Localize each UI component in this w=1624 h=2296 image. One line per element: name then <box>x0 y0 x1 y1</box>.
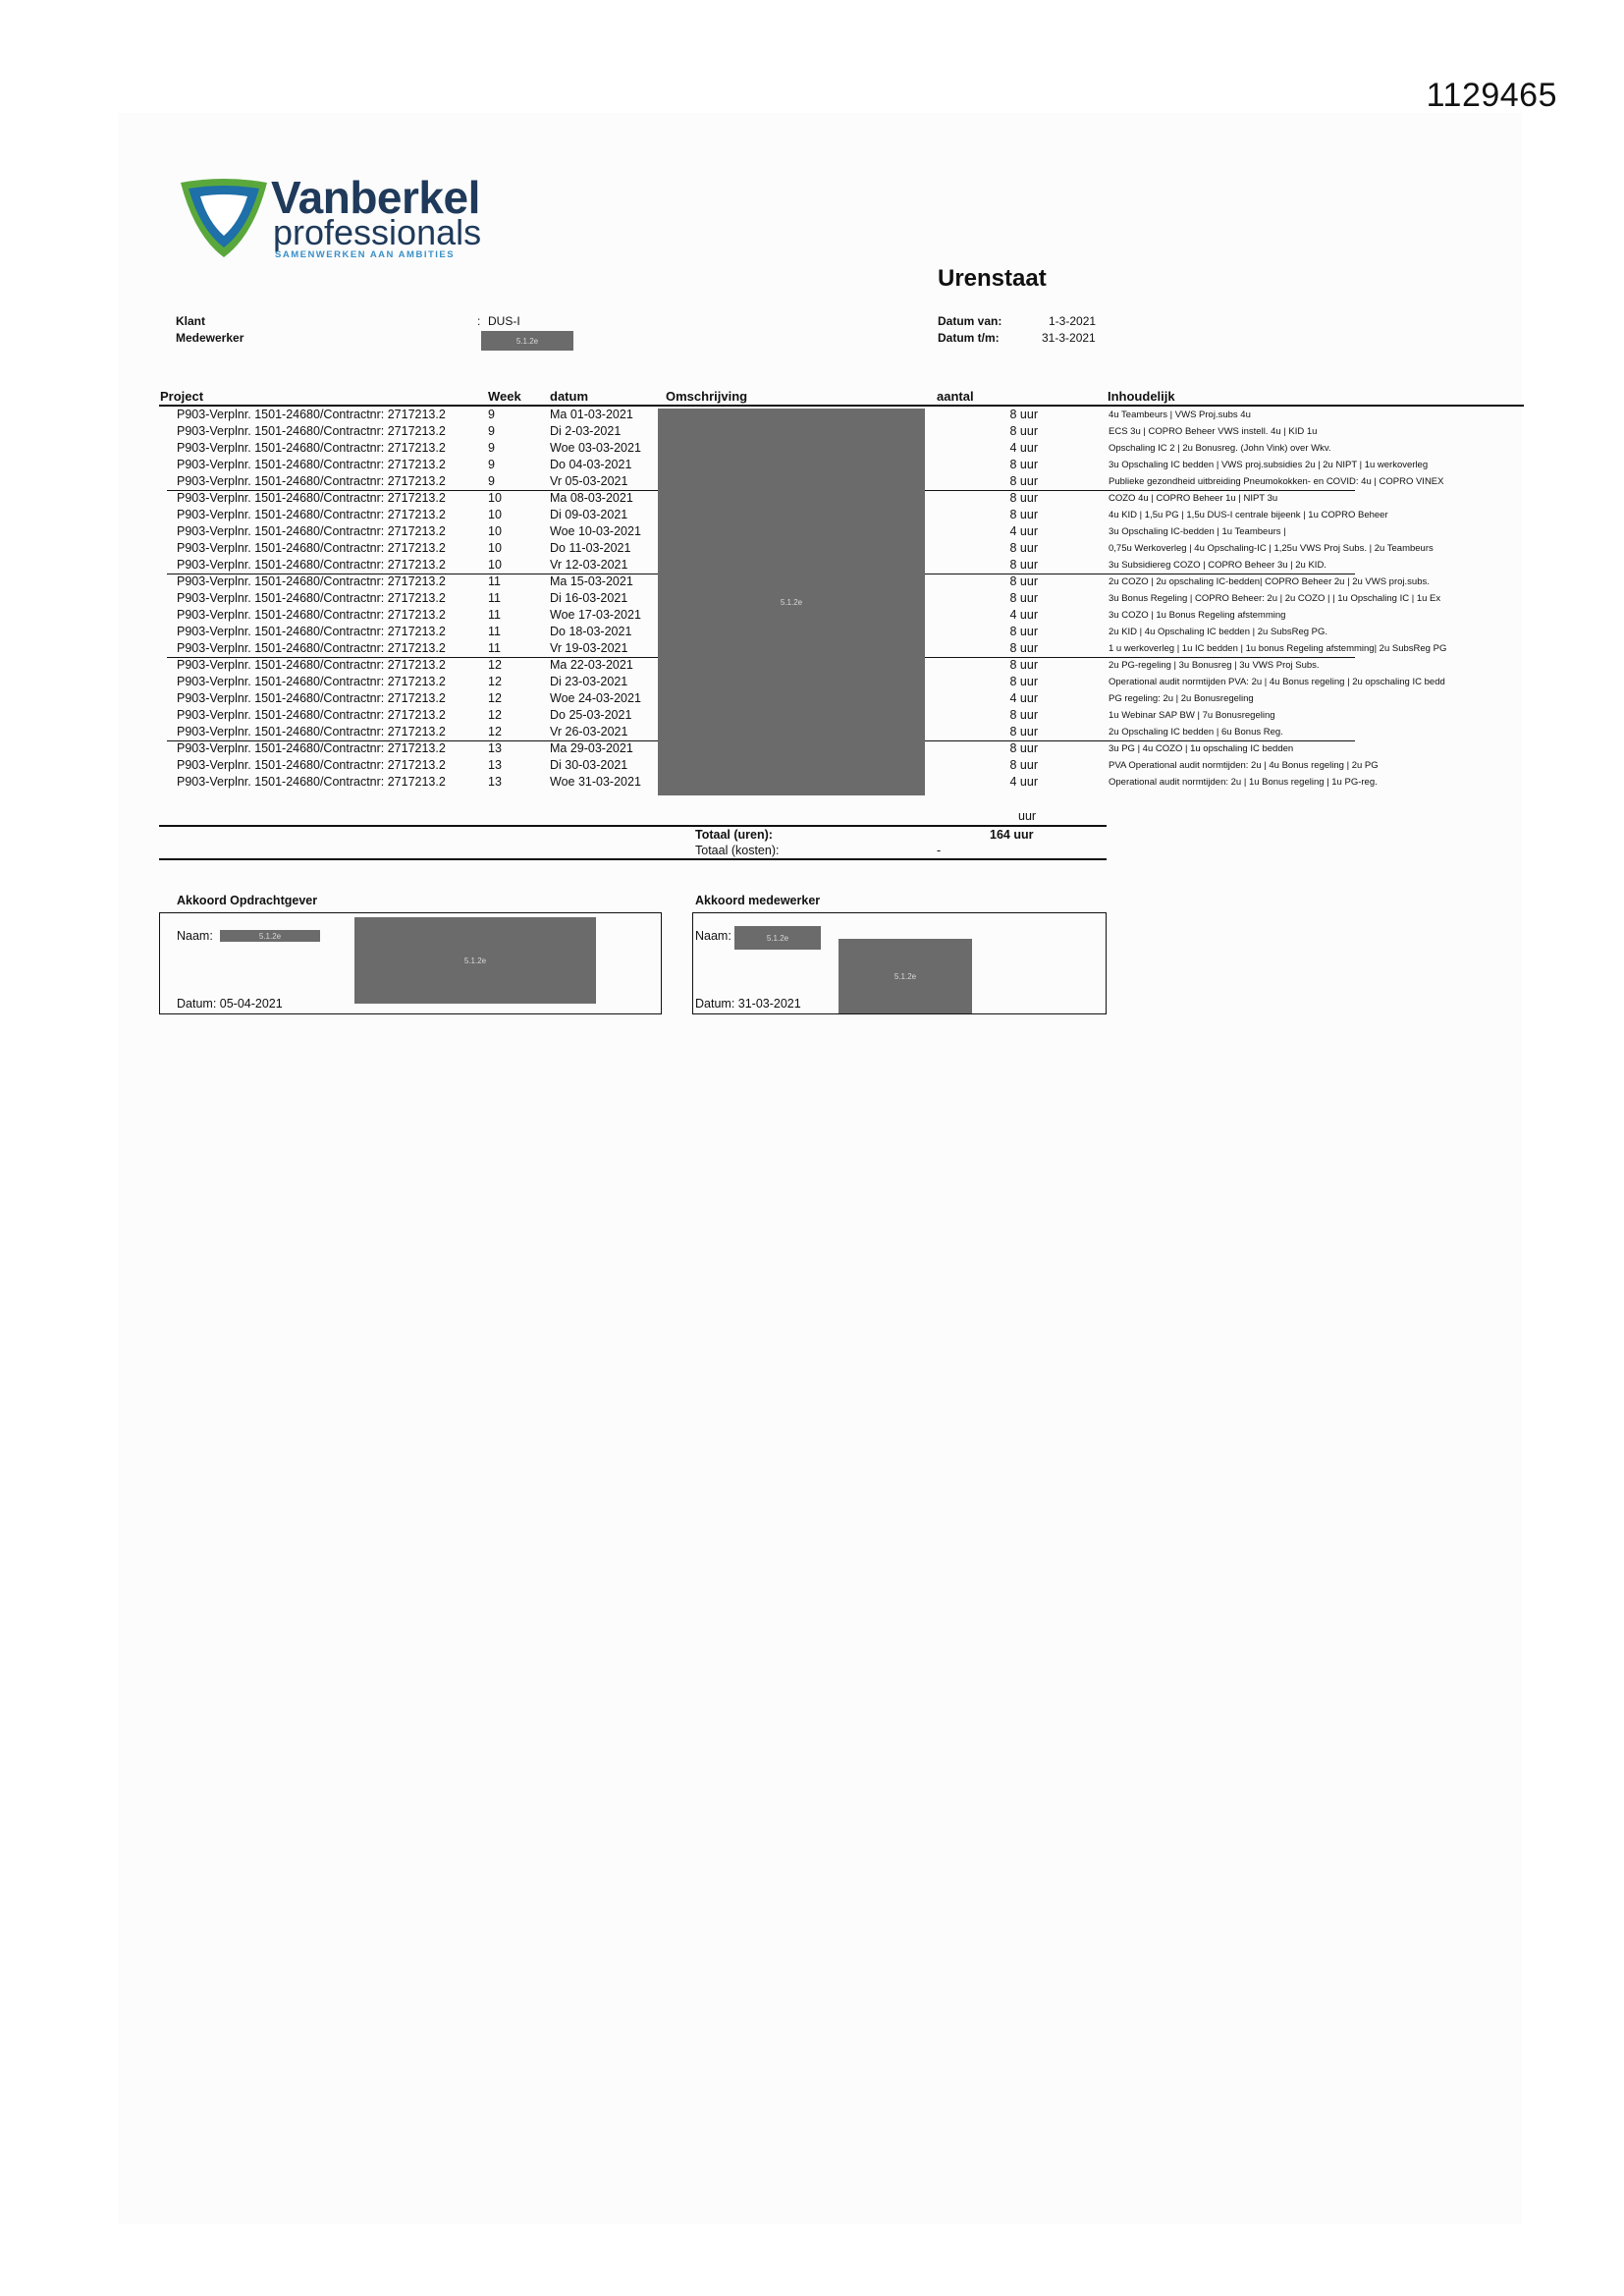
row-aantal: 8 uur <box>1009 458 1038 471</box>
row-project: P903-Verplnr. 1501-24680/Contractnr: 2717213.2 <box>177 608 446 622</box>
row-inhoudelijk: 0,75u Werkoverleg | 4u Opschaling-IC | 1,25u VWS Proj Subs. | 2u Teambeurs <box>1109 543 1434 554</box>
row-datum: Ma 22-03-2021 <box>550 658 633 672</box>
opdrachtgever-naam-label: Naam: <box>177 929 213 943</box>
datum-tm-label: Datum t/m: <box>938 331 1000 345</box>
row-aantal: 8 uur <box>1009 424 1038 438</box>
row-week: 10 <box>488 508 502 521</box>
row-project: P903-Verplnr. 1501-24680/Contractnr: 2717213.2 <box>177 574 446 588</box>
row-aantal: 8 uur <box>1009 508 1038 521</box>
row-aantal: 8 uur <box>1009 558 1038 572</box>
document-id: 1129465 <box>1426 77 1557 114</box>
row-week: 13 <box>488 775 502 789</box>
row-project: P903-Verplnr. 1501-24680/Contractnr: 2717213.2 <box>177 558 446 572</box>
row-project: P903-Verplnr. 1501-24680/Contractnr: 2717213.2 <box>177 625 446 638</box>
col-aantal: aantal <box>937 389 974 404</box>
row-aantal: 8 uur <box>1009 641 1038 655</box>
row-inhoudelijk: COZO 4u | COPRO Beheer 1u | NIPT 3u <box>1109 493 1278 504</box>
row-datum: Di 2-03-2021 <box>550 424 622 438</box>
row-project: P903-Verplnr. 1501-24680/Contractnr: 2717213.2 <box>177 741 446 755</box>
row-datum: Di 09-03-2021 <box>550 508 628 521</box>
row-inhoudelijk: Operational audit normtijden: 2u | 1u Bonus regeling | 1u PG-reg. <box>1109 777 1378 788</box>
row-datum: Ma 01-03-2021 <box>550 408 633 421</box>
row-project: P903-Verplnr. 1501-24680/Contractnr: 2717213.2 <box>177 424 446 438</box>
row-week: 12 <box>488 658 502 672</box>
row-week: 13 <box>488 741 502 755</box>
row-week: 9 <box>488 441 495 455</box>
datum-van-value: 1-3-2021 <box>1049 314 1097 328</box>
row-inhoudelijk: 2u PG-regeling | 3u Bonusreg | 3u VWS Proj Subs. <box>1109 660 1320 671</box>
extra-unit: uur <box>1018 809 1037 823</box>
row-project: P903-Verplnr. 1501-24680/Contractnr: 2717213.2 <box>177 491 446 505</box>
row-inhoudelijk: 3u Opschaling IC bedden | VWS proj.subsidies 2u | 2u NIPT | 1u werkoverleg <box>1109 460 1429 470</box>
row-project: P903-Verplnr. 1501-24680/Contractnr: 2717213.2 <box>177 658 446 672</box>
row-datum: Woe 03-03-2021 <box>550 441 641 455</box>
klant-colon: : <box>477 314 481 328</box>
medewerker-signature-redaction: 5.1.2e <box>839 939 972 1013</box>
row-aantal: 4 uur <box>1009 691 1038 705</box>
totals-top-rule <box>159 825 1107 827</box>
medewerker-label: Medewerker <box>176 331 244 345</box>
row-aantal: 8 uur <box>1009 658 1038 672</box>
row-datum: Do 18-03-2021 <box>550 625 632 638</box>
col-project: Project <box>160 389 204 404</box>
totaal-uren-label: Totaal (uren): <box>695 828 773 842</box>
row-week: 9 <box>488 458 495 471</box>
row-datum: Ma 29-03-2021 <box>550 741 633 755</box>
opdrachtgever-datum: Datum: 05-04-2021 <box>177 997 283 1011</box>
row-inhoudelijk: Publieke gezondheid uitbreiding Pneumokokken- en COVID: 4u | COPRO VINEX <box>1109 476 1444 487</box>
klant-value: DUS-I <box>488 314 520 328</box>
row-project: P903-Verplnr. 1501-24680/Contractnr: 2717213.2 <box>177 541 446 555</box>
logo-word-vanberkel: Vanberkel <box>271 172 480 223</box>
datum-tm-value: 31-3-2021 <box>1042 331 1096 345</box>
row-project: P903-Verplnr. 1501-24680/Contractnr: 2717213.2 <box>177 408 446 421</box>
row-aantal: 8 uur <box>1009 758 1038 772</box>
row-datum: Woe 17-03-2021 <box>550 608 641 622</box>
row-inhoudelijk: 2u Opschaling IC bedden | 6u Bonus Reg. <box>1109 727 1283 738</box>
row-aantal: 8 uur <box>1009 625 1038 638</box>
row-week: 9 <box>488 424 495 438</box>
row-inhoudelijk: 4u Teambeurs | VWS Proj.subs 4u <box>1109 410 1251 420</box>
datum-van-label: Datum van: <box>938 314 1002 328</box>
klant-label: Klant <box>176 314 205 328</box>
row-week: 12 <box>488 675 502 688</box>
row-project: P903-Verplnr. 1501-24680/Contractnr: 2717213.2 <box>177 708 446 722</box>
row-datum: Vr 19-03-2021 <box>550 641 628 655</box>
row-week: 9 <box>488 474 495 488</box>
row-datum: Ma 15-03-2021 <box>550 574 633 588</box>
row-datum: Vr 12-03-2021 <box>550 558 628 572</box>
header-rule <box>159 405 1524 407</box>
row-week: 13 <box>488 758 502 772</box>
row-aantal: 8 uur <box>1009 574 1038 588</box>
row-datum: Do 25-03-2021 <box>550 708 632 722</box>
row-project: P903-Verplnr. 1501-24680/Contractnr: 2717213.2 <box>177 474 446 488</box>
akkoord-medewerker-title: Akkoord medewerker <box>695 894 821 907</box>
row-aantal: 4 uur <box>1009 524 1038 538</box>
row-aantal: 4 uur <box>1009 441 1038 455</box>
row-inhoudelijk: 3u Opschaling IC-bedden | 1u Teambeurs | <box>1109 526 1286 537</box>
logo-shield-icon <box>175 177 273 261</box>
row-project: P903-Verplnr. 1501-24680/Contractnr: 2717213.2 <box>177 758 446 772</box>
company-logo <box>175 172 489 265</box>
row-week: 11 <box>488 574 501 588</box>
row-aantal: 8 uur <box>1009 708 1038 722</box>
row-datum: Woe 24-03-2021 <box>550 691 641 705</box>
row-aantal: 8 uur <box>1009 675 1038 688</box>
row-week: 11 <box>488 591 501 605</box>
row-week: 11 <box>488 625 501 638</box>
col-week: Week <box>488 389 521 404</box>
row-inhoudelijk: ECS 3u | COPRO Beheer VWS instell. 4u | KID 1u <box>1109 426 1318 437</box>
row-project: P903-Verplnr. 1501-24680/Contractnr: 2717213.2 <box>177 524 446 538</box>
row-aantal: 8 uur <box>1009 591 1038 605</box>
row-project: P903-Verplnr. 1501-24680/Contractnr: 2717213.2 <box>177 691 446 705</box>
medewerker-redaction: 5.1.2e <box>481 331 573 351</box>
row-project: P903-Verplnr. 1501-24680/Contractnr: 2717213.2 <box>177 441 446 455</box>
row-week: 11 <box>488 608 501 622</box>
row-aantal: 8 uur <box>1009 725 1038 738</box>
totaal-kosten-value: - <box>937 844 942 857</box>
row-week: 10 <box>488 524 502 538</box>
medewerker-naam-label: Naam: <box>695 929 731 943</box>
row-inhoudelijk: 4u KID | 1,5u PG | 1,5u DUS-I centrale bijeenk | 1u COPRO Beheer <box>1109 510 1388 520</box>
row-datum: Di 16-03-2021 <box>550 591 628 605</box>
akkoord-opdrachtgever-title: Akkoord Opdrachtgever <box>177 894 318 907</box>
row-week: 12 <box>488 708 502 722</box>
logo-word-professionals: professionals <box>273 212 482 252</box>
row-datum: Di 23-03-2021 <box>550 675 628 688</box>
row-inhoudelijk: PVA Operational audit normtijden: 2u | 4u Bonus regeling | 2u PG <box>1109 760 1379 771</box>
row-project: P903-Verplnr. 1501-24680/Contractnr: 2717213.2 <box>177 508 446 521</box>
col-inhoudelijk: Inhoudelijk <box>1108 389 1175 404</box>
row-inhoudelijk: 1 u werkoverleg | 1u IC bedden | 1u bonus Regeling afstemming| 2u SubsReg PG <box>1109 643 1447 654</box>
row-week: 10 <box>488 541 502 555</box>
totals-bottom-rule <box>159 858 1107 860</box>
row-inhoudelijk: 3u Subsidiereg COZO | COPRO Beheer 3u | 2u KID. <box>1109 560 1326 571</box>
col-omschrijving: Omschrijving <box>666 389 748 404</box>
row-project: P903-Verplnr. 1501-24680/Contractnr: 2717213.2 <box>177 641 446 655</box>
row-inhoudelijk: PG regeling: 2u | 2u Bonusregeling <box>1109 693 1254 704</box>
row-datum: Do 11-03-2021 <box>550 541 631 555</box>
row-inhoudelijk: 3u Bonus Regeling | COPRO Beheer: 2u | 2u COZO | | 1u Opschaling IC | 1u Ex <box>1109 593 1441 604</box>
row-inhoudelijk: 1u Webinar SAP BW | 7u Bonusregeling <box>1109 710 1275 721</box>
row-project: P903-Verplnr. 1501-24680/Contractnr: 2717213.2 <box>177 725 446 738</box>
row-datum: Di 30-03-2021 <box>550 758 628 772</box>
row-week: 9 <box>488 408 495 421</box>
medewerker-datum: Datum: 31-03-2021 <box>695 997 801 1011</box>
row-datum: Woe 10-03-2021 <box>550 524 641 538</box>
row-datum: Vr 05-03-2021 <box>550 474 628 488</box>
totaal-kosten-label: Totaal (kosten): <box>695 844 780 857</box>
row-inhoudelijk: 2u COZO | 2u opschaling IC-bedden| COPRO Beheer 2u | 2u VWS proj.subs. <box>1109 576 1430 587</box>
row-inhoudelijk: Operational audit normtijden PVA: 2u | 4u Bonus regeling | 2u opschaling IC bedd <box>1109 677 1445 687</box>
col-datum: datum <box>550 389 588 404</box>
row-datum: Do 04-03-2021 <box>550 458 632 471</box>
row-datum: Ma 08-03-2021 <box>550 491 633 505</box>
row-inhoudelijk: 2u KID | 4u Opschaling IC bedden | 2u SubsReg PG. <box>1109 627 1328 637</box>
row-week: 10 <box>488 491 502 505</box>
row-project: P903-Verplnr. 1501-24680/Contractnr: 2717213.2 <box>177 675 446 688</box>
opdrachtgever-naam-redaction: 5.1.2e <box>220 930 320 942</box>
row-project: P903-Verplnr. 1501-24680/Contractnr: 2717213.2 <box>177 458 446 471</box>
page-title: Urenstaat <box>938 265 1047 292</box>
omschrijving-redaction: 5.1.2e <box>658 409 925 795</box>
row-aantal: 8 uur <box>1009 408 1038 421</box>
row-aantal: 4 uur <box>1009 608 1038 622</box>
row-inhoudelijk: Opschaling IC 2 | 2u Bonusreg. (John Vink) over Wkv. <box>1109 443 1331 454</box>
row-aantal: 8 uur <box>1009 491 1038 505</box>
row-aantal: 4 uur <box>1009 775 1038 789</box>
row-aantal: 8 uur <box>1009 474 1038 488</box>
row-week: 12 <box>488 725 502 738</box>
row-inhoudelijk: 3u PG | 4u COZO | 1u opschaling IC bedden <box>1109 743 1294 754</box>
row-project: P903-Verplnr. 1501-24680/Contractnr: 2717213.2 <box>177 591 446 605</box>
row-datum: Woe 31-03-2021 <box>550 775 641 789</box>
row-inhoudelijk: 3u COZO | 1u Bonus Regeling afstemming <box>1109 610 1286 621</box>
logo-tagline: SAMENWERKEN AAN AMBITIES <box>275 249 456 260</box>
row-datum: Vr 26-03-2021 <box>550 725 628 738</box>
row-week: 11 <box>488 641 501 655</box>
row-week: 12 <box>488 691 502 705</box>
row-aantal: 8 uur <box>1009 741 1038 755</box>
row-week: 10 <box>488 558 502 572</box>
row-project: P903-Verplnr. 1501-24680/Contractnr: 2717213.2 <box>177 775 446 789</box>
row-aantal: 8 uur <box>1009 541 1038 555</box>
opdrachtgever-signature-redaction: 5.1.2e <box>354 917 596 1004</box>
totaal-uren-value: 164 uur <box>990 828 1034 842</box>
medewerker-naam-redaction: 5.1.2e <box>734 926 821 950</box>
